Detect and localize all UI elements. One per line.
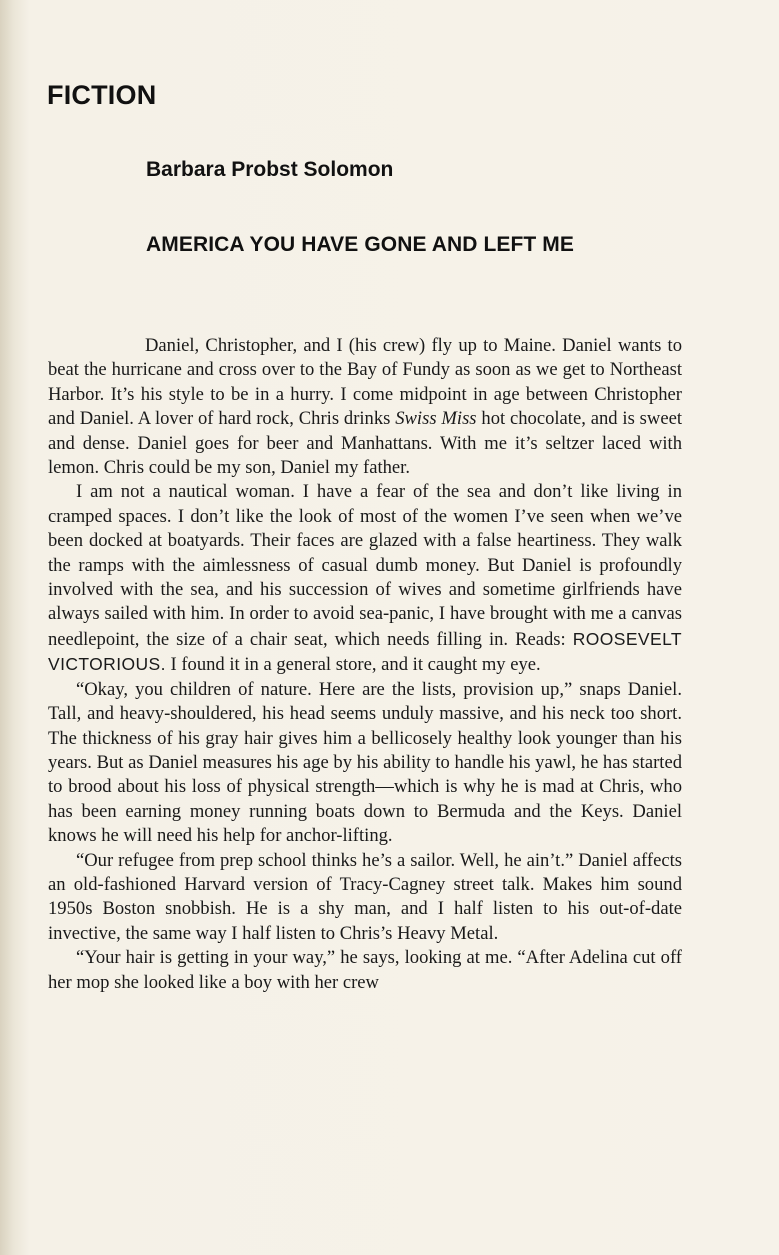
story-body	[48, 334, 682, 995]
paragraph-1	[48, 334, 682, 480]
paragraph-2-text-a: I am not a nautical woman. I have a fear of the sea and don’t like living in cramped spaces. I don’t like the look of most of the women I’ve seen when we’ve been docked at boatyards. Their faces are glazed with a false heartiness. They walk the ramps with the aimlessness of casual dumb money. But Daniel is profoundly involved with the sea, and his succession of wives and sometime girlfriends have always sailed with him. In order to avoid sea-panic, I have brought with me a canvas needlepoint, the size of a chair seat, which needs filling in. Reads:	[48, 481, 682, 650]
paragraph-4: “Our refugee from prep school thinks he’s a sailor. Well, he ain’t.” Daniel affects an old-fashioned Harvard version of Tracy-Cagney street talk. Makes him sound 1950s Boston snobbish. He is a shy man, and I half listen to his out-of-date invective, the same way I half listen to Chris’s Heavy Metal.	[48, 849, 682, 944]
needlepoint-caption: ROOSEVELT VICTORIOUS.	[48, 628, 682, 675]
paragraph-2	[48, 480, 682, 677]
story-title: AMERICA YOU HAVE GONE AND LEFT ME	[146, 233, 574, 256]
paragraph-1-italic: Swiss Miss	[395, 408, 477, 430]
section-label: FICTION	[47, 80, 157, 110]
author-name: Barbara Probst Solomon	[146, 158, 394, 181]
paragraph-1-text-b: hot chocolate, and is sweet and dense. Daniel goes for beer and Manhattans. With me it’s seltzer laced with lemon. Chris could be my son, Daniel my father.	[48, 408, 682, 479]
paragraph-5: “Your hair is getting in your way,” he says, looking at me. “After Adelina cut off her mop she looked like a boy with her crew	[48, 947, 682, 993]
paragraph-2-text-b: I found it in a general store, and it caught my eye.	[165, 654, 541, 676]
paragraph-3: “Okay, you children of nature. Here are the lists, provision up,” snaps Daniel. Tall, and heavy-shouldered, his head seems unduly massive, and his neck too short. The thickness of his gray hair gives him a bellicosely healthy look younger than his years. But as Daniel measures his age by his ability to handle his yawl, he has started to brood about his loss of physical strength—which is why he is mad at Chris, who has been earning money running boats down to Bermuda and the Keys. Daniel knows he will need his help for anchor-lifting.	[48, 678, 682, 847]
paragraph-1-text-a: Daniel, Christopher, and I (his crew) fly up to Maine. Daniel wants to beat the hurricane and cross over to the Bay of Fundy as soon as we get to Northeast Harbor. It’s his style to be in a hurry. I come midpoint in age between Christopher and Daniel. A lover of hard rock, Chris drinks	[48, 335, 682, 430]
